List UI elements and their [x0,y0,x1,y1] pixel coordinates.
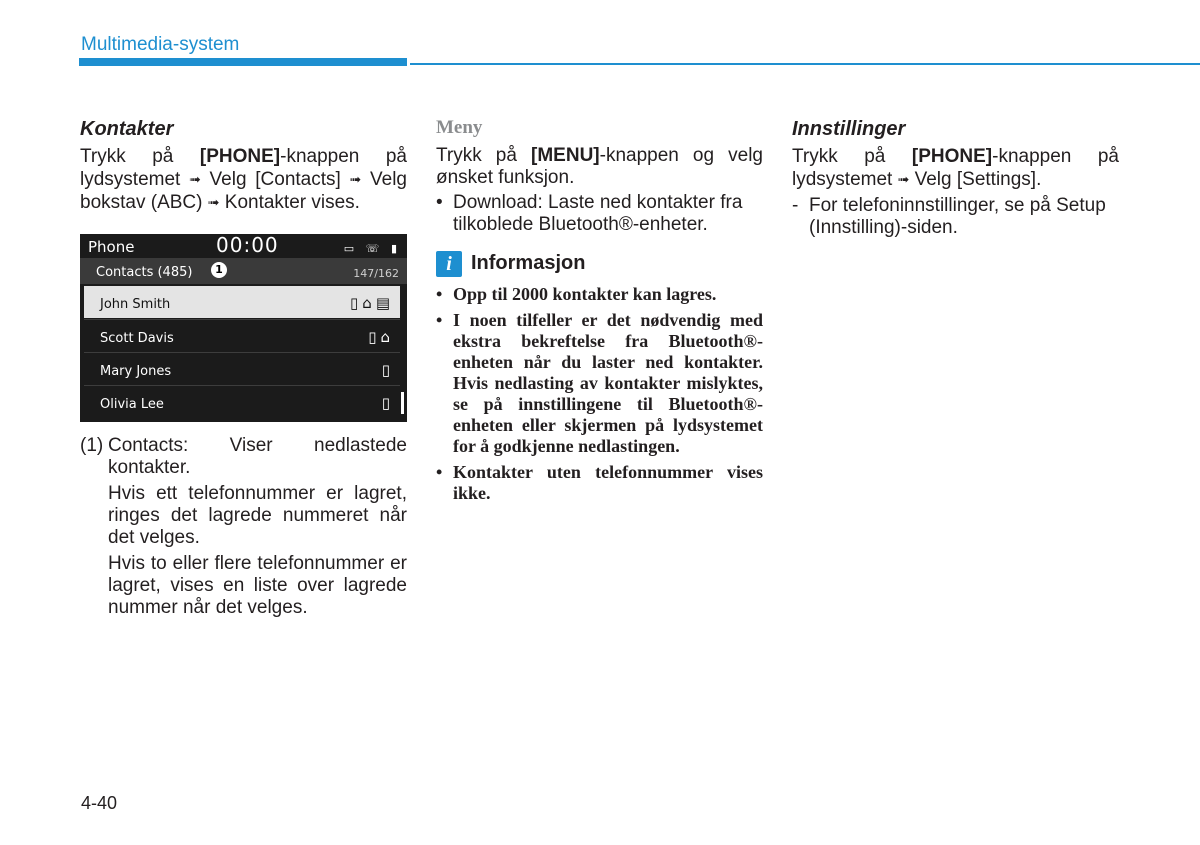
heading-menu: Meny [436,117,483,138]
contact-type-icons: ▯⌂▤ [350,294,394,312]
contact-name: John Smith [100,297,171,312]
info-header [436,248,763,278]
info-item-text: Kontakter uten telefonnummer vises ikke. [453,462,763,503]
bullet: • [436,284,443,304]
dash: - [792,195,799,216]
intro-text: -knappen på lydsystemet [792,146,1119,190]
legend-paragraph: Contacts: Viser nedlastede kontakter. [108,435,407,478]
bullet: • [436,310,443,330]
intro-text: -knappen på lydsystemet [80,146,407,190]
menu-intro [436,145,763,189]
contact-name: Olivia Lee [100,397,164,412]
legend-number: (1) [80,435,104,456]
column-settings [792,117,1119,239]
intro-text: Velg [Settings]. [909,169,1042,190]
header-rule [410,63,1200,65]
screen-status-bar [80,234,407,258]
legend-paragraph: Hvis ett telefonnummer er lagret, ringes det lagrede nummeret når det velges. [108,483,407,548]
contact-type-icons: ▯ [381,361,394,379]
download-text: Download: Laste ned kontakter fra tilkoblede Bluetooth®-enheter. [453,192,743,235]
list-item [792,195,1119,239]
settings-intro [792,146,1119,191]
contact-type-icons: ▯⌂ [368,328,394,346]
screen-scrollbar [401,392,404,414]
heading-contacts: Kontakter [80,118,174,140]
arrow-icon: ➟ [349,171,362,187]
info-item [436,284,763,305]
contact-type-icons: ▯ [381,394,394,412]
heading-settings: Innstillinger [792,118,906,140]
intro-text: Kontakter vises. [219,192,360,213]
menu-bullet-list [436,192,763,236]
arrow-icon: ➟ [189,171,201,187]
contact-row [84,352,400,385]
page-number: 4-40 [81,793,118,813]
intro-text: -knappen og velg ønsket funksjon. [436,145,763,188]
contact-name: Mary Jones [100,364,172,379]
screen-legend [80,435,407,619]
contact-row [84,385,400,418]
screen-status-icons: ▭ ☏ ▮ [343,242,401,255]
contact-row [84,319,400,352]
info-item [436,462,763,504]
arrow-icon: ➟ [207,194,220,210]
bullet: • [436,192,443,213]
arrow-icon: ➟ [897,171,910,187]
list-item [436,192,763,236]
column-menu [436,117,763,509]
phone-key-label: [PHONE] [199,146,281,167]
intro-text: Velg bokstav (ABC) [80,169,408,213]
screen-clock: 00:00 [216,233,279,257]
contacts-intro [80,146,407,214]
info-icon: i [436,251,462,277]
contact-name: Scott Davis [100,331,174,346]
callout-marker: 1 [211,262,227,278]
screen-app-label: Phone [88,238,135,256]
phone-key-label: [PHONE] [911,146,993,167]
header-accent-bar [79,58,407,66]
intro-text: Trykk på [792,146,912,167]
menu-key-label: [MENU] [531,145,600,166]
info-title: Informasjon [471,252,586,274]
settings-list [792,195,1119,239]
setup-text: For telefoninnstillinger, se på Setup (Innstilling)-siden. [809,195,1106,238]
screen-contacts-label: Contacts (485) [96,265,193,280]
info-item-text: Opp til 2000 kontakter kan lagres. [453,284,717,304]
info-item [436,310,763,457]
intro-text: Trykk på [80,146,200,167]
screen-contacts-header [80,258,407,284]
intro-text: Trykk på [436,145,532,166]
contact-row [84,286,400,318]
section-title: Multimedia-system [81,34,240,55]
info-item-text: I noen tilfeller er det nødvendig med ekstra bekreftelse fra Bluetooth®-enheten når du laster ned kontakter. Hvis nedlasting av kontakter mislyktes, se på innstillingene til Bluetooth®-enheten eller skjermen på lydsystemet for å godkjenne nedlastingen. [453,310,763,456]
phone-screen-image [80,234,407,422]
column-contacts [80,117,407,619]
info-list [436,284,763,504]
legend-paragraph: Hvis to eller flere telefonnummer er lagret, vises en liste over lagrede nummer når det velges. [108,553,407,618]
intro-text: Velg [Contacts] [200,169,350,190]
bullet: • [436,462,443,482]
screen-contacts-count: 147/162 [353,267,399,280]
